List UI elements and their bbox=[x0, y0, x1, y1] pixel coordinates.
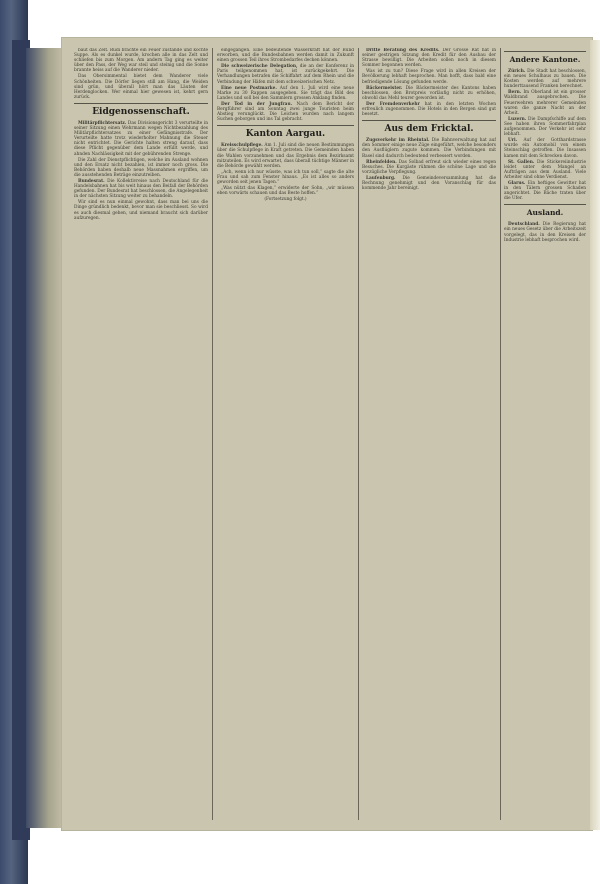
article-paragraph bbox=[362, 86, 496, 101]
section-heading-eidgenossenschaft: Eidgenossenschaft. bbox=[74, 103, 208, 118]
article-paragraph bbox=[504, 90, 586, 115]
article-lead: Bern. bbox=[508, 90, 522, 96]
article-lead: Bundesrat. bbox=[78, 178, 105, 184]
article-lead: Glarus. bbox=[508, 180, 526, 186]
article-text: Die Stadt hat beschlossen, ein neues Schulhaus zu bauen. Die Kosten werden auf mehrere hunderttausend Franken berechnet. bbox=[504, 69, 586, 90]
column-rule-1 bbox=[212, 48, 213, 820]
article-text: eingegangen. Eine bedeutende Wasserkraft hat der Bund erworben, und die Bundesbahnen werden damit in Zukunft einen grossen Teil ihres Strombedarfes decken können. bbox=[217, 48, 354, 64]
article-text: Auf der Gotthardstrasse wurde ein Automobil von einem Steinschlag getroffen. Die Insassen kamen mit dem Schrecken davon. bbox=[504, 138, 586, 159]
article-lead: Der Fremdenverkehr bbox=[366, 101, 420, 107]
column-rule-2 bbox=[358, 48, 359, 820]
article-text: Am 1. Juli sind die neuen Bestimmungen über die Schulpflege in Kraft getreten. Die Gemeinden haben die Wahlen vorzunehmen und das Ergebnis dem Bezirksamt mitzuteilen. Es wird erwartet, dass überall tüchtige Männer in die Behörde gewählt werden. bbox=[217, 143, 354, 169]
article-text: Ein heftiges Gewitter hat in den Tälern grossen Schaden angerichtet. Die Bäche traten über die Ufer. bbox=[504, 180, 586, 202]
article-text: Das Divisionsgericht 3 verurteilte in seiner Sitzung einen Wehrmann wegen Nichtbezahlung des Militärpflichtersatzes zu einer Gefängnisstrafe. Der Verurteilte hatte trotz wiederholter Mahnung die Steuer nicht entrichtet. Die Gerichte halten streng darauf, dass diese Pflicht gegenüber dem Lande erfüllt werde, und ahnden Nachlässigkeit mit der gebührenden Strenge. bbox=[74, 120, 208, 157]
article-text: Was ist zu tun? Diese Frage wird in allen Kreisen der Bevölkerung lebhaft besprochen. Man hofft, dass bald eine befriedigende Lösung gefunden werde. bbox=[362, 69, 496, 85]
section-heading-ausland: Ausland. bbox=[504, 204, 586, 219]
article-text: Die Zahl der Dienstpflichtigen, welche im Ausland wohnen und den Ersatz nicht bezahlen, ist immer noch gross. Die Behörden haben deshalb neue Massnahmen ergriffen, um die ausstehenden Beträge einzutreiben. bbox=[74, 157, 208, 178]
article-paragraph bbox=[217, 86, 354, 101]
article-text: Die Bahnverwaltung hat auf den Sommer einige neue Züge eingeführt, welche besonders den Ausflüglern zugute kommen. Die Verbindungen mit Basel sind dadurch bedeutend verbessert worden. bbox=[362, 138, 496, 159]
article-text: baut das Zelt. Rüdi brachte ein Feuer zustande und kochte Suppe. Als es dunkel wurde, krochen alle in das Zelt und schliefen bis zum Morgen. Am andern Tag ging es weiter über den Pass, der Weg war steil und steinig und die Sonne brannte heiss auf die Wanderer nieder. bbox=[74, 48, 208, 74]
article-paragraph bbox=[217, 143, 354, 168]
article-lead: St. Gallen. bbox=[508, 159, 535, 165]
article-paragraph bbox=[362, 102, 496, 117]
article-lead: Zürich. bbox=[508, 69, 526, 74]
article-text: Auf den 1. Juli wird eine neue Marke zu 30 Rappen ausgegeben. Sie trägt das Bild des Landes und soll bei den Sammlern grossen Anklang finden. bbox=[217, 85, 354, 101]
article-paragraph bbox=[504, 138, 586, 158]
article-lead: Der Tod in der Jungfrau. bbox=[221, 101, 293, 107]
article-text: hat in den letzten Wochen erfreulich zugenommen. Die Hotels in den Bergen sind gut besetzt. bbox=[362, 101, 496, 118]
column-2 bbox=[217, 48, 354, 828]
article-paragraph bbox=[504, 160, 586, 180]
article-text: Nach dem Bericht der Bergführer sind am Sonntag zwei junge Touristen beim Abstieg verunglückt. Die Leichen wurden nach langem Suchen geborgen und ins Tal gebracht. bbox=[217, 101, 354, 123]
column-rule-3 bbox=[500, 48, 501, 820]
article-text: Die Kollektivreise nach Deutschland für die Handelsbahnen hat bis weit hinaus den Beifall der Behörden gefunden. Der Bundesrat hat beschlossen, die Angelegenheit in der nächsten Sitzung weiter zu behandeln. bbox=[74, 178, 208, 200]
column-4 bbox=[504, 48, 586, 828]
article-lead: Luzern. bbox=[508, 116, 527, 122]
article-text: Der Grosse Rat hat in seiner gestrigen Sitzung den Kredit für den Ausbau der Strasse bewilligt. Die Arbeiten sollen noch in diesem Sommer begonnen werden. bbox=[362, 48, 496, 69]
article-text: Die Gemeindeversammlung hat die Rechnung genehmigt und den Voranschlag für das kommende Jahr bereinigt. bbox=[362, 175, 496, 192]
article-text: „Ach, wenn ich nur wüsste, was ich tun soll,“ sagte die alte Frau und sah zum Fenster hinaus. „Es ist alles so anders geworden seit jenen Tagen.“ bbox=[217, 169, 354, 185]
section-heading-kanton-aargau: Kanton Aargau. bbox=[217, 125, 354, 140]
continuation-note: (Fortsetzung folgt.) bbox=[264, 197, 307, 203]
article-lead: Kreisschulpflege. bbox=[221, 143, 263, 149]
article-paragraph bbox=[504, 69, 586, 89]
article-lead: Militärpflichtersatz. bbox=[78, 120, 127, 126]
column-1 bbox=[74, 48, 208, 828]
section-heading-fricktal: Aus dem Fricktal. bbox=[362, 120, 496, 135]
article-text: die an der Konferenz in Paris teilgenommen hat, ist zurückgekehrt. Die Verhandlungen betrafen die Schiffahrt auf dem Rhein und die Verbindung der Häfen mit dem schweizerischen Netz. bbox=[217, 64, 354, 85]
article-lead: Rheinfelden. bbox=[366, 159, 397, 165]
article-paragraph bbox=[217, 102, 354, 122]
page-gutter-shadow bbox=[26, 48, 64, 828]
article-paragraph bbox=[74, 179, 208, 199]
article-paragraph bbox=[362, 48, 496, 68]
article-text: Das Solbad erfreut sich wieder eines regen Besuches. Die Kurgäste rühmen die schöne Lage und die vorzügliche Verpflegung. bbox=[362, 159, 496, 175]
section-heading-andere-kantone: Andere Kantone. bbox=[504, 51, 586, 66]
article-paragraph bbox=[362, 138, 496, 158]
article-paragraph bbox=[504, 117, 586, 137]
article-lead: Die schweizerische Delegation, bbox=[221, 64, 298, 70]
article-paragraph bbox=[74, 121, 208, 157]
article-text: Die Regierung hat ein neues Gesetz über die Arbeitszeit vorgelegt, das in den Kreisen der Industrie lebhaft besprochen wird. bbox=[504, 222, 586, 243]
article-lead: Laufenburg. bbox=[366, 175, 396, 181]
article-lead: Bäckermeister. bbox=[366, 85, 403, 91]
article-lead: Zugsverkehr im Rheintal. bbox=[366, 138, 430, 144]
page-stack-edge bbox=[590, 40, 600, 830]
article-paragraph bbox=[504, 222, 586, 242]
article-paragraph bbox=[362, 176, 496, 191]
article-text: Die Stickereiindustrie leidet unter dem Mangel an Aufträgen aus dem Ausland. Viele Arbeiter sind ohne Verdienst. bbox=[504, 159, 586, 180]
article-text: Die Dampfschiffe auf dem See haben ihren Sommerfahrplan aufgenommen. Der Verkehr ist sehr lebhaft. bbox=[504, 116, 586, 138]
article-lead: Deutschland. bbox=[508, 222, 540, 228]
article-paragraph bbox=[362, 160, 496, 175]
article-text: „Was nützt das Klagen,“ erwiderte der Sohn, „wir müssen eben vorwärts schauen und das Beste hoffen.“ bbox=[217, 186, 354, 197]
article-text: Die Bäckermeister des Kantons haben beschlossen, den Brotpreis vorläufig nicht zu erhöhen, obwohl das Mehl teurer geworden ist. bbox=[362, 85, 496, 101]
article-lead: Uri. bbox=[508, 138, 518, 144]
article-paragraph bbox=[217, 64, 354, 84]
article-text: Das Obersimmental bietet dem Wanderer viele Schönheiten. Die Dörfer liegen still am Hang, die Weiden sind grün, und überall hört man das Läuten der Herdenglocken. Wer einmal hier gewesen ist, kehrt gern zurück. bbox=[74, 74, 208, 100]
article-paragraph bbox=[504, 181, 586, 201]
article-text: Im Oberland ist ein grosser Waldbrand ausgebrochen. Die Feuerwehren mehrerer Gemeinden waren die ganze Nacht an der Arbeit. bbox=[504, 90, 586, 116]
column-3 bbox=[362, 48, 496, 828]
article-lead: Eine neue Postmarke. bbox=[221, 85, 277, 91]
article-lead: Dritte Beratung des Kredits. bbox=[366, 48, 440, 53]
article-text: Wir sind es nun einmal gewohnt, dass man bei uns die Dinge gründlich bedenkt, bevor man sie beschliesst. So wird es auch diesmal gehen, und niemand braucht sich darüber aufzuregen. bbox=[74, 200, 208, 221]
